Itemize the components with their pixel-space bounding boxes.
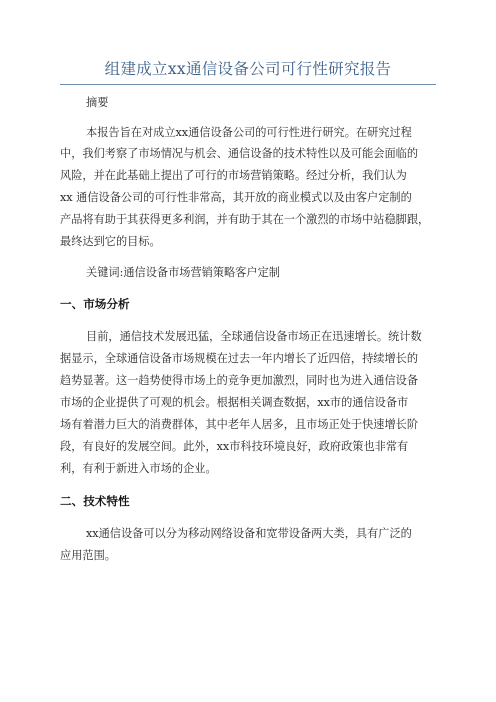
section1-line: 场有着潜力巨大的消费群体，其中老年人居多，且市场正处于快速增长阶 bbox=[60, 418, 419, 431]
section1-line: 段，有良好的发展空间。此外，xx市科技环境良好，政府政策也非常有 bbox=[60, 440, 409, 453]
section1-line: 目前，通信技术发展迅猛，全球通信设备市场正在迅速增长。统计数 bbox=[86, 330, 422, 343]
keywords-line: 关键词:通信设备市场营销策略客户定制 bbox=[86, 266, 280, 279]
abstract-line: 产品将有助于其获得更多利润，并有助于其在一个激烈的市场中站稳脚跟， bbox=[60, 213, 430, 226]
abstract-line: xx 通信设备公司的可行性非常高，其开放的商业模式以及由客户定制的 bbox=[60, 191, 412, 204]
section1-line: 利，有利于新进入市场的企业。 bbox=[60, 462, 217, 475]
abstract-line: 本报告旨在对成立xx通信设备公司的可行性进行研究。在研究过程 bbox=[86, 126, 412, 139]
abstract-label: 摘要 bbox=[86, 96, 109, 109]
abstract-line: 最终达到它的目标。 bbox=[60, 235, 161, 248]
section1-line: 市场的企业提供了可观的机会。根据相关调查数据，xx市的通信设备市 bbox=[60, 396, 409, 409]
section2-line: xx通信设备可以分为移动网络设备和宽带设备两大类，具有广泛的 bbox=[86, 527, 412, 540]
section-heading-market-analysis: 一、市场分析 bbox=[60, 297, 130, 311]
document-title: 组建成立xx通信设备公司可行性研究报告 bbox=[104, 60, 392, 78]
section-heading-technical-features: 二、技术特性 bbox=[60, 494, 130, 508]
title-underline bbox=[60, 84, 436, 85]
section1-line: 趋势显著。这一趋势使得市场上的竞争更加激烈，同时也为进入通信设备 bbox=[60, 374, 419, 387]
section1-line: 据显示，全球通信设备市场规模在过去一年内增长了近四倍，持续增长的 bbox=[60, 352, 419, 365]
abstract-line: 风险，并在此基础上提出了可行的市场营销策略。经过分析，我们认为 bbox=[60, 169, 407, 182]
abstract-line: 中，我们考察了市场情况与机会、通信设备的技术特性以及可能会面临的 bbox=[60, 147, 419, 160]
section2-line: 应用范围。 bbox=[60, 549, 116, 562]
